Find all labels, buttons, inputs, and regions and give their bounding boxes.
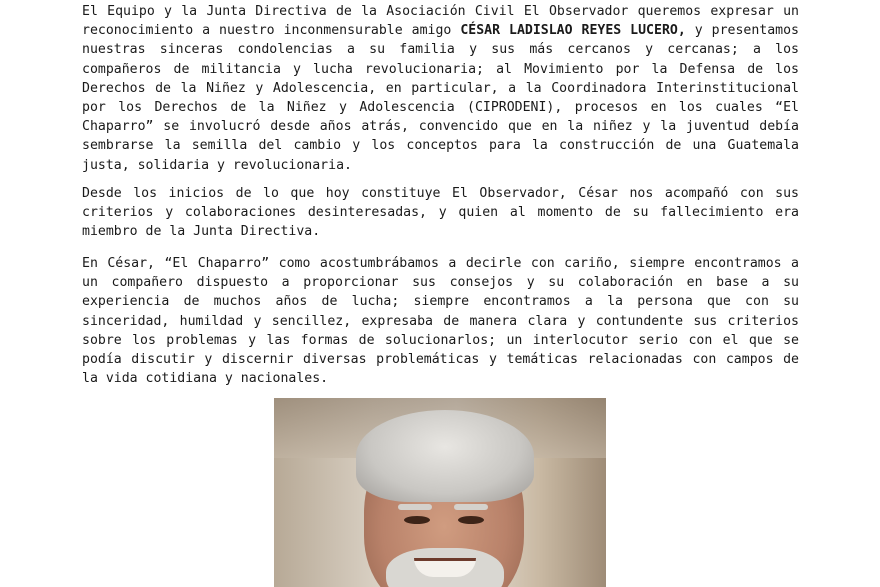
paragraph-tribute: En César, “El Chaparro” como acostumbrábamos a decirle con cariño, siempre encontramos a un compañero dispuesto a proporcionar sus consejos y su colaboración en base a su experiencia de muchos años de lucha; siempre encontramos a la persona que con su sinceridad, humildad y sencillez, expresaba de manera clara y contundente sus criterios sobre los problemas y las formas de solucionarlos; un interlocutor serio con el que se podía discutir y discernir diversas problemáticas y temáticas relacionadas con campos de la vida cotidiana y nacionales. — [82, 256, 799, 387]
paragraph-history: Desde los inicios de lo que hoy constituye El Observador, César nos acompañó con sus criterios y colaboraciones desinteresadas, y quien al momento de su fallecimiento era miembro de la Junta Directiva. — [82, 186, 799, 240]
portrait-eye — [458, 516, 484, 524]
honoree-name: CÉSAR LADISLAO REYES LUCERO, — [460, 23, 686, 39]
portrait-eyebrow — [398, 504, 432, 510]
paragraph-text: El Equipo y la Junta Directiva de la Asociación Civil El Observador queremos expresar un reconocimiento a nuestro inconmensurable amigo — [82, 4, 799, 39]
portrait-smile — [414, 558, 476, 577]
portrait-hair — [356, 410, 534, 502]
portrait-eye — [404, 516, 430, 524]
paragraph-condolences — [82, 2, 799, 175]
paragraph-text: y presentamos nuestras sinceras condolencias a su familia y sus más cercanos y cercanas; a los compañeros de militancia y lucha revolucionaria; al Movimiento por la Defensa de los Derechos de la Niñez y Adolescencia, en particular, a la Coordinadora Interinstitucional por los Derechos de la Niñez y Adolescencia (CIPRODENI), procesos en los cuales “El Chaparro” se involucró desde años atrás, convencido que en la niñez y la juventud debía sembrarse la semilla del cambio y los conceptos para la construcción de una Guatemala justa, solidaria y revolucionaria. — [82, 23, 799, 173]
portrait-eyebrow — [454, 504, 488, 510]
portrait-photo — [274, 398, 606, 587]
